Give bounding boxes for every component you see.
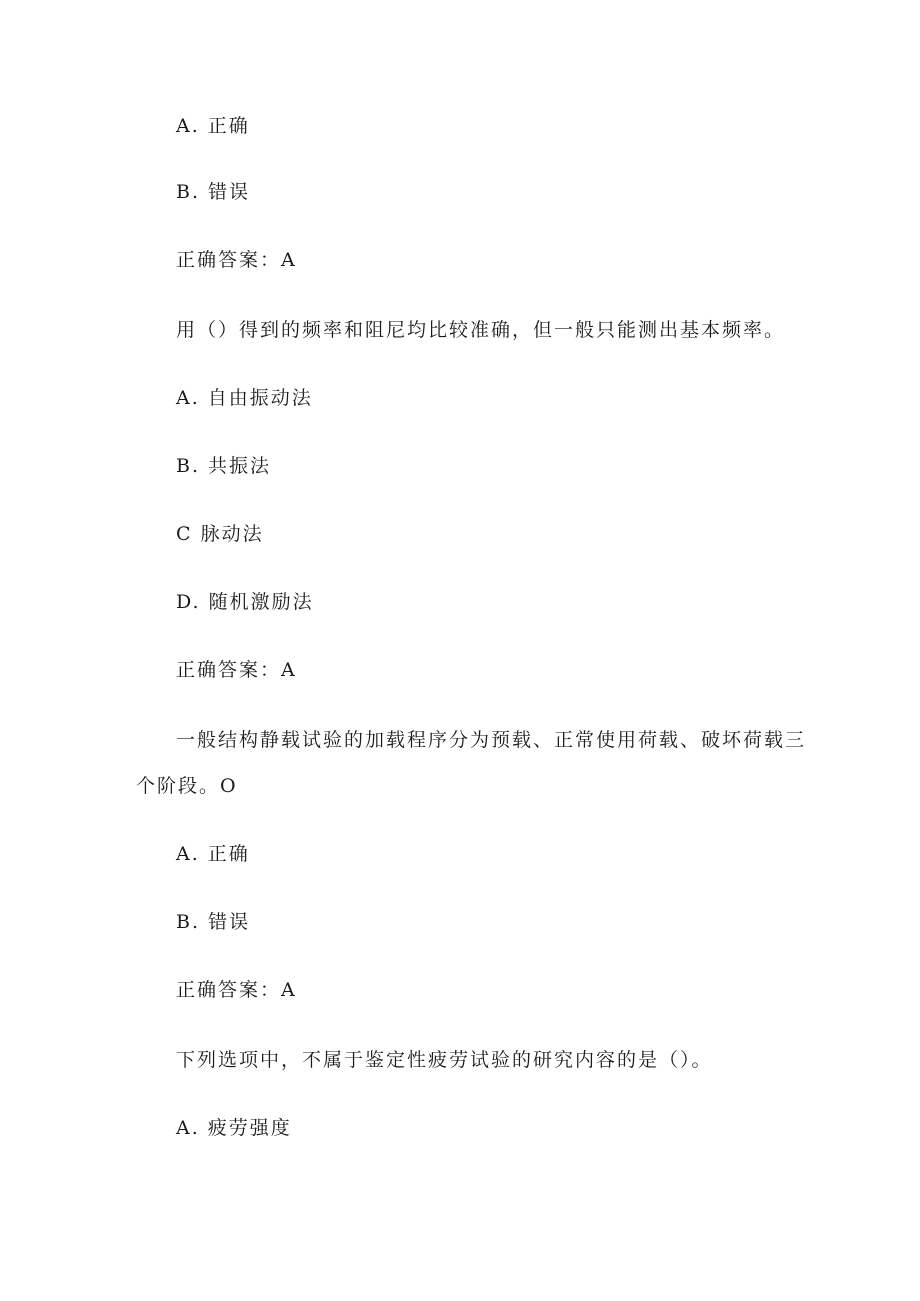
q1-answer: 正确答案：A — [176, 249, 297, 271]
q3-option-a: A. 正确 — [176, 843, 250, 865]
q3-answer: 正确答案：A — [176, 979, 297, 1001]
q3-option-b: B. 错误 — [176, 911, 251, 933]
q3-question-line2: 个阶段。O — [136, 775, 238, 797]
q2-option-a: A. 自由振动法 — [176, 387, 313, 409]
q2-option-d: D. 随机激励法 — [176, 591, 314, 613]
q2-option-b: B. 共振法 — [176, 455, 272, 477]
q2-option-c: C 脉动法 — [176, 523, 264, 545]
q4-question: 下列选项中，不属于鉴定性疲劳试验的研究内容的是（）。 — [176, 1049, 713, 1071]
q4-option-a: A. 疲劳强度 — [176, 1117, 292, 1139]
q1-option-a: A. 正确 — [176, 115, 250, 137]
q2-answer: 正确答案：A — [176, 659, 297, 681]
q2-question: 用（）得到的频率和阻尼均比较准确，但一般只能测出基本频率。 — [176, 319, 786, 341]
q1-option-b: B. 错误 — [176, 181, 251, 203]
q3-question-line1: 一般结构静载试验的加载程序分为预载、正常使用荷载、破坏荷载三 — [176, 729, 807, 751]
